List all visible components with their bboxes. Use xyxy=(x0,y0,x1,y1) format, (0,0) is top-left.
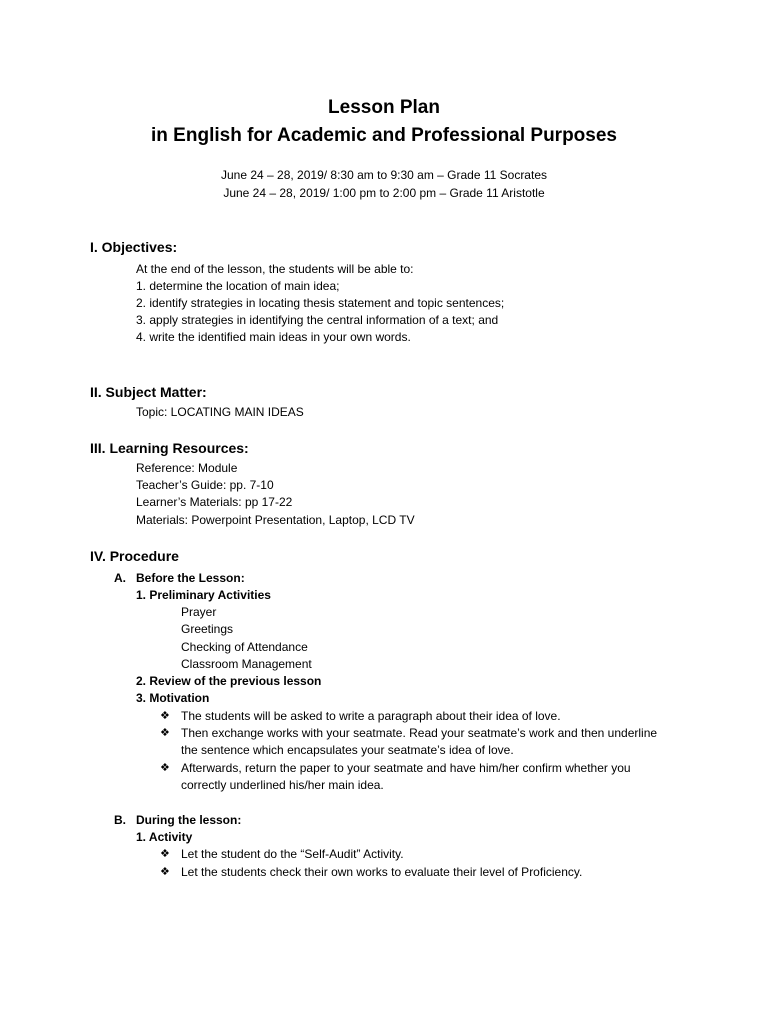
section-label: Before the Lesson: xyxy=(136,571,245,585)
step-label: 2. Review of the previous lesson xyxy=(136,674,322,688)
objective-item: 4. write the identified main ideas in your own words. xyxy=(136,330,411,344)
bullet-icon: ❖ xyxy=(160,762,170,774)
topic-line: Topic: LOCATING MAIN IDEAS xyxy=(136,405,304,419)
motivation-text: Then exchange works with your seatmate. Read your seatmate’s work and then underline xyxy=(181,726,658,740)
subject-matter-heading: II. Subject Matter: xyxy=(90,384,207,400)
objective-item: 2. identify strategies in locating thesis statement and topic sentences; xyxy=(136,296,505,310)
schedule-line: June 24 – 28, 2019/ 1:00 pm to 2:00 pm – Grade 11 Aristotle xyxy=(223,186,545,200)
resource-item: Teacher’s Guide: pp. 7-10 xyxy=(136,478,274,492)
bullet-icon: ❖ xyxy=(160,866,170,878)
step-label: 3. Motivation xyxy=(136,691,210,705)
resource-item: Learner’s Materials: pp 17-22 xyxy=(136,495,293,509)
bullet-icon: ❖ xyxy=(160,848,170,860)
section-marker: A. xyxy=(114,571,126,585)
objective-item: 1. determine the location of main idea; xyxy=(136,279,340,293)
motivation-text: Afterwards, return the paper to your seatmate and have him/her confirm whether you xyxy=(181,761,631,775)
motivation-text: correctly underlined his/her main idea. xyxy=(181,778,384,792)
preliminary-item: Classroom Management xyxy=(181,657,312,671)
schedule-line: June 24 – 28, 2019/ 8:30 am to 9:30 am – Grade 11 Socrates xyxy=(221,168,547,182)
objectives-heading: I. Objectives: xyxy=(90,239,178,255)
objectives-intro: At the end of the lesson, the students will be able to: xyxy=(136,262,414,276)
objective-item: 3. apply strategies in identifying the central information of a text; and xyxy=(136,313,499,327)
document-title: Lesson Plan xyxy=(328,97,440,118)
section-label: During the lesson: xyxy=(136,813,242,827)
bullet-icon: ❖ xyxy=(160,710,170,722)
preliminary-item: Prayer xyxy=(181,605,217,619)
step-label: 1. Activity xyxy=(136,830,193,844)
activity-text: Let the student do the “Self-Audit” Activity. xyxy=(181,847,404,861)
motivation-text: The students will be asked to write a paragraph about their idea of love. xyxy=(181,709,561,723)
activity-text: Let the students check their own works to evaluate their level of Proficiency. xyxy=(181,865,583,879)
section-marker: B. xyxy=(114,813,126,827)
preliminary-item: Greetings xyxy=(181,622,234,636)
motivation-text: the sentence which encapsulates your seatmate’s idea of love. xyxy=(181,743,514,757)
procedure-heading: IV. Procedure xyxy=(90,548,179,564)
bullet-icon: ❖ xyxy=(160,727,170,739)
preliminary-item: Checking of Attendance xyxy=(181,640,308,654)
resource-item: Materials: Powerpoint Presentation, Laptop, LCD TV xyxy=(136,513,415,527)
resource-item: Reference: Module xyxy=(136,461,238,475)
document-subtitle: in English for Academic and Professional Purposes xyxy=(151,125,617,146)
learning-resources-heading: III. Learning Resources: xyxy=(90,440,249,456)
step-label: 1. Preliminary Activities xyxy=(136,588,271,602)
